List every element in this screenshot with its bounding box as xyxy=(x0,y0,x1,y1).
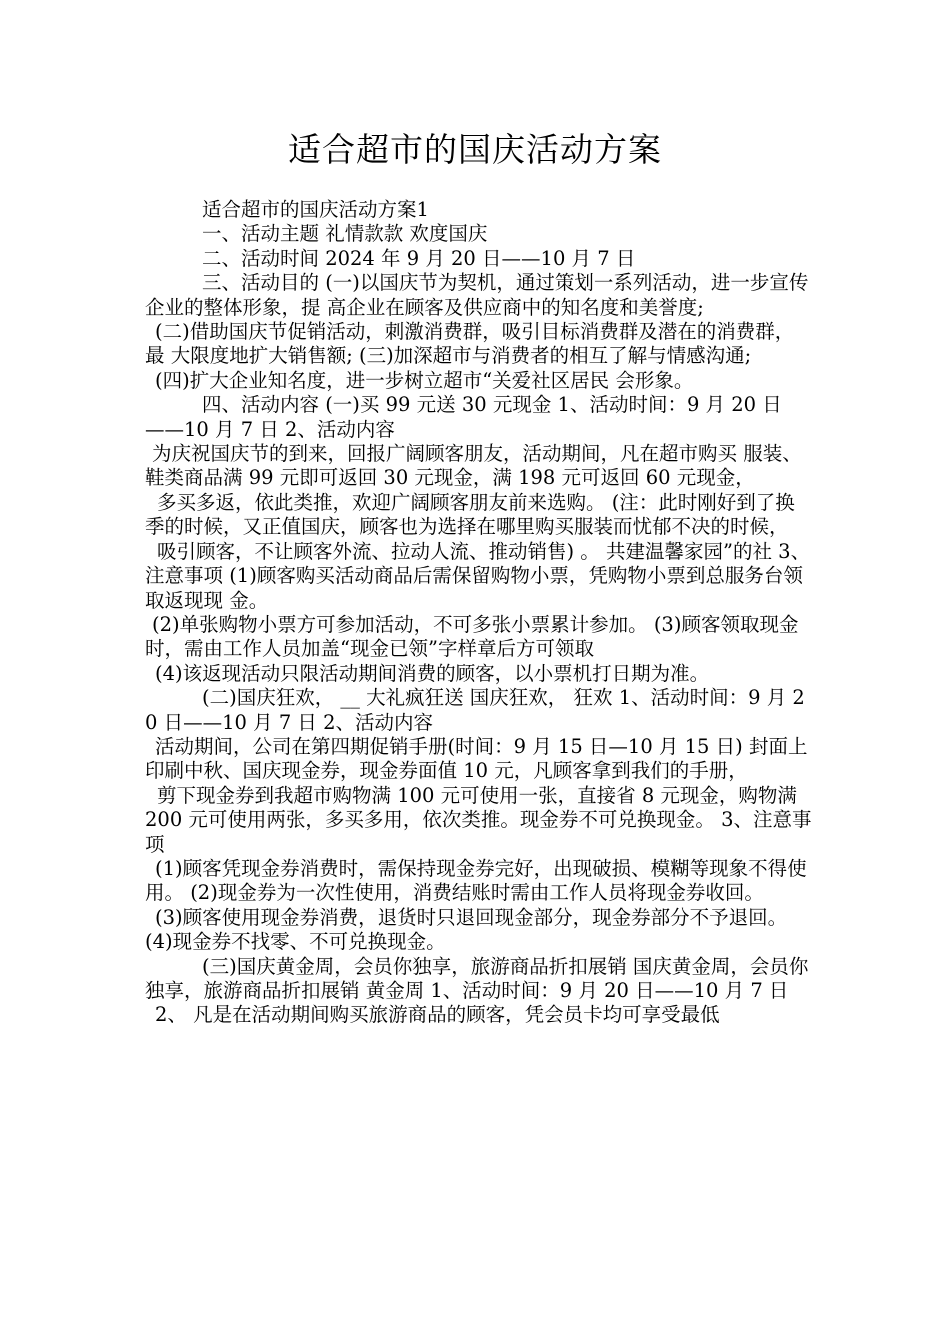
body-paragraph: (三)国庆黄金周，会员你独享，旅游商品折扣展销 国庆黄金周，会员你独享，旅游商品折扣展销 黄金周 1、活动时间：9 月 20 日——10 月 7 日 xyxy=(145,954,809,1002)
body-paragraph: 剪下现金券到我超市购物满 100 元可使用一张，直接省 8 元现金，购物满 200 元可使用两张，多买多用，依次类推。现金券不可兑换现金。 3、注意事项 xyxy=(145,783,812,856)
body-paragraph: (2)单张购物小票方可参加活动，不可多张小票累计参加。 (3)顾客领取现金时，需由工作人员加盖“现金已领”字样章后方可领取 xyxy=(145,612,799,661)
body-paragraph: 二、活动时间 2024 年 9 月 20 日——10 月 7 日 xyxy=(202,246,636,270)
body-paragraph: 为庆祝国庆节的到来，回报广阔顾客朋友，活动期间，凡在超市购买 服装、鞋类商品满 99 元即可返回 30 元现金，满 198 元可返回 60 元现金， xyxy=(145,442,802,490)
body-paragraph: 一、活动主题 礼情款款 欢度国庆 xyxy=(202,222,488,246)
document-body xyxy=(145,198,813,1028)
body-paragraph: 2、 凡是在活动期间购买旅游商品的顾客，凭会员卡均可享受最低 xyxy=(155,1003,720,1027)
body-paragraph: (3)顾客使用现金券消费，退货时只退回现金部分，现金券部分不予退回。 (4)现金券不找零、不可兑换现金。 xyxy=(145,905,794,954)
body-paragraph: 适合超市的国庆活动方案1 xyxy=(202,198,429,221)
body-paragraph: 多买多返，依此类推，欢迎广阔顾客朋友前来选购。 (注：此时刚好到了换 季的时候，又正值国庆，顾客也为选择在哪里购买服装而忧郁不决的时候， xyxy=(145,490,802,539)
body-paragraph: (四)扩大企业知名度，进一步树立超市“关爱社区居民 会形象。 xyxy=(155,368,694,392)
body-paragraph: 吸引顾客，不让顾客外流、拉动人流、推动销售) 。 共建温馨家园”的社 3、注意事项 (1)顾客购买活动商品后需保留购物小票，凭购物小票到总服务台领取返现现 金。 xyxy=(145,539,811,612)
body-paragraph: (1)顾客凭现金券消费时，需保持现金券完好，出现破损、模糊等现象不得使 用。 (2)现金券为一次性使用，消费结账时需由工作人员将现金券收回。 xyxy=(145,856,813,905)
body-paragraph: 活动期间，公司在第四期促销手册(时间：9 月 15 日—10 月 15 日) 封面上印刷中秋、国庆现金券，现金券面值 10 元，凡顾客拿到我们的手册， xyxy=(145,734,808,783)
body-paragraph: (二)国庆狂欢， __ 大礼疯狂送 国庆狂欢， 狂欢 1、活动时间：9 月 20 日——10 月 7 日 2、活动内容 xyxy=(145,686,805,734)
body-paragraph: (4)该返现活动只限活动期间消费的顾客，以小票机打日期为准。 xyxy=(155,661,710,685)
body-paragraph: 三、活动目的 (一)以国庆节为契机，通过策划一系列活动，进一步宣传企业的整体形象，提 高企业在顾客及供应商中的知名度和美誉度; xyxy=(145,271,809,319)
body-paragraph: 四、活动内容 (一)买 99 元送 30 元现金 1、活动时间：9 月 20 日——10 月 7 日 2、活动内容 xyxy=(145,393,782,441)
body-paragraph: (二)借助国庆节促销活动，刺激消费群，吸引目标消费群及潜在的消费群，最 大限度地扩大销售额; (三)加深超市与消费者的相互了解与情感沟通; xyxy=(145,320,795,368)
document-title: 适合超市的国庆活动方案 xyxy=(288,130,662,169)
